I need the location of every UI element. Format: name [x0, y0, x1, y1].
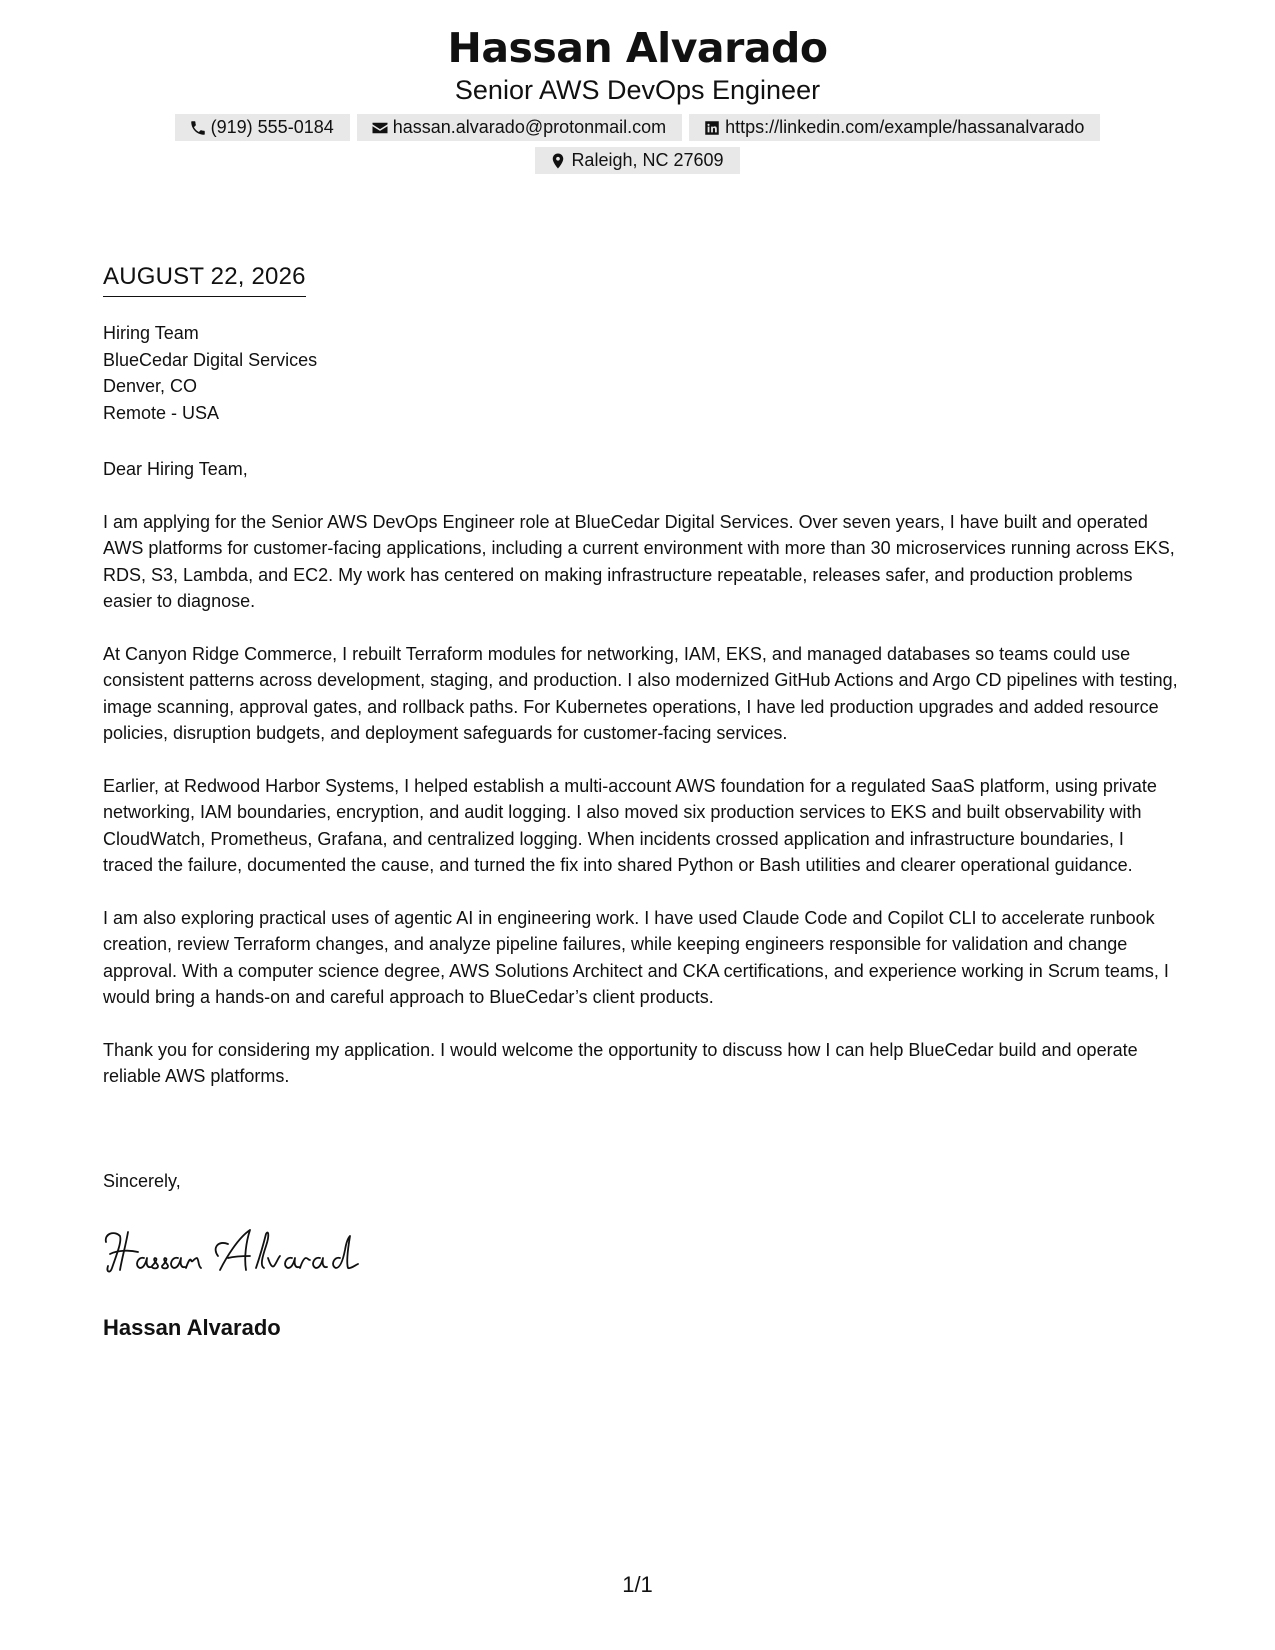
body-paragraph: Earlier, at Redwood Harbor Systems, I helped establish a multi-account AWS foundation for a regulated SaaS platform, using private networking, IAM boundaries, encryption, and audit logging. I also moved six production services to EKS and built observability with CloudWatch, Prometheus, Grafana, and centralized logging. When incidents crossed application and infrastructure boundaries, I traced the failure, documented the cause, and turned the fix into shared Python or Bash utilities and clearer operational guidance. [103, 775, 1157, 875]
recipient-company: BlueCedar Digital Services [103, 349, 318, 370]
page-number: 1/1 [622, 1572, 653, 1597]
envelope-icon [371, 119, 389, 137]
body-paragraph: I am also exploring practical uses of agentic AI in engineering work. I have used Claude Code and Copilot CLI to accelerate runbook creation, review Terraform changes, and analyze pipeline failures, while keeping engineers responsible for validation and change approval. With a computer science degree, AWS Solutions Architect and CKA certifications, and experience working in Scrum teams, I would bring a hands-on and careful approach to BlueCedar’s client products. [103, 907, 1169, 1007]
contact-bar [0, 114, 1275, 174]
recipient-location: Remote - USA [103, 402, 220, 423]
body-paragraph: Thank you for considering my application. I would welcome the opportunity to discuss how I can help BlueCedar build and operate reliable AWS platforms. [103, 1039, 1138, 1086]
applicant-name: Hassan Alvarado [447, 24, 828, 72]
email-text: hassan.alvarado@protonmail.com [392, 117, 667, 137]
body-paragraph: I am applying for the Senior AWS DevOps Engineer role at BlueCedar Digital Services. Over seven years, I have built and operated AWS platforms for customer-facing applications, including a current environment with more than 30 microservices running across EKS, RDS, S3, Lambda, and EC2. My work has centered on making infrastructure repeatable, releases safer, and production problems easier to diagnose. [103, 511, 1175, 611]
salutation: Dear Hiring Team, [103, 459, 248, 479]
applicant-title: Senior AWS DevOps Engineer [454, 75, 821, 105]
recipient-city: Denver, CO [103, 376, 198, 396]
phone-chip[interactable] [175, 114, 350, 141]
location-text: Raleigh, NC 27609 [571, 150, 724, 170]
handwritten-signature [100, 1222, 370, 1280]
linkedin-icon [703, 119, 721, 137]
letter-header [0, 22, 1275, 174]
signer-name: Hassan Alvarado [103, 1315, 281, 1340]
letter-body [103, 456, 1178, 1116]
body-paragraph: At Canyon Ridge Commerce, I rebuilt Terraform modules for networking, IAM, EKS, and managed databases so teams could use consistent patterns across development, staging, and production. I also modernized GitHub Actions and Argo CD pipelines with testing, image scanning, approval gates, and rollback paths. For Kubernetes operations, I have led production upgrades and added resource policies, disruption budgets, and deployment safeguards for customer-facing services. [103, 643, 1178, 743]
recipient-block [103, 320, 317, 426]
linkedin-chip[interactable] [689, 114, 1100, 141]
email-chip[interactable] [357, 114, 682, 141]
linkedin-text: https://linkedin.com/example/hassanalvarado [725, 117, 1085, 137]
location-chip [535, 147, 739, 174]
map-pin-icon [549, 152, 567, 170]
closing: Sincerely, [103, 1171, 181, 1191]
phone-icon [189, 119, 207, 137]
phone-text: (919) 555-0184 [210, 117, 334, 137]
letter-date: AUGUST 22, 2026 [103, 261, 306, 297]
recipient-line: Hiring Team [103, 323, 199, 343]
